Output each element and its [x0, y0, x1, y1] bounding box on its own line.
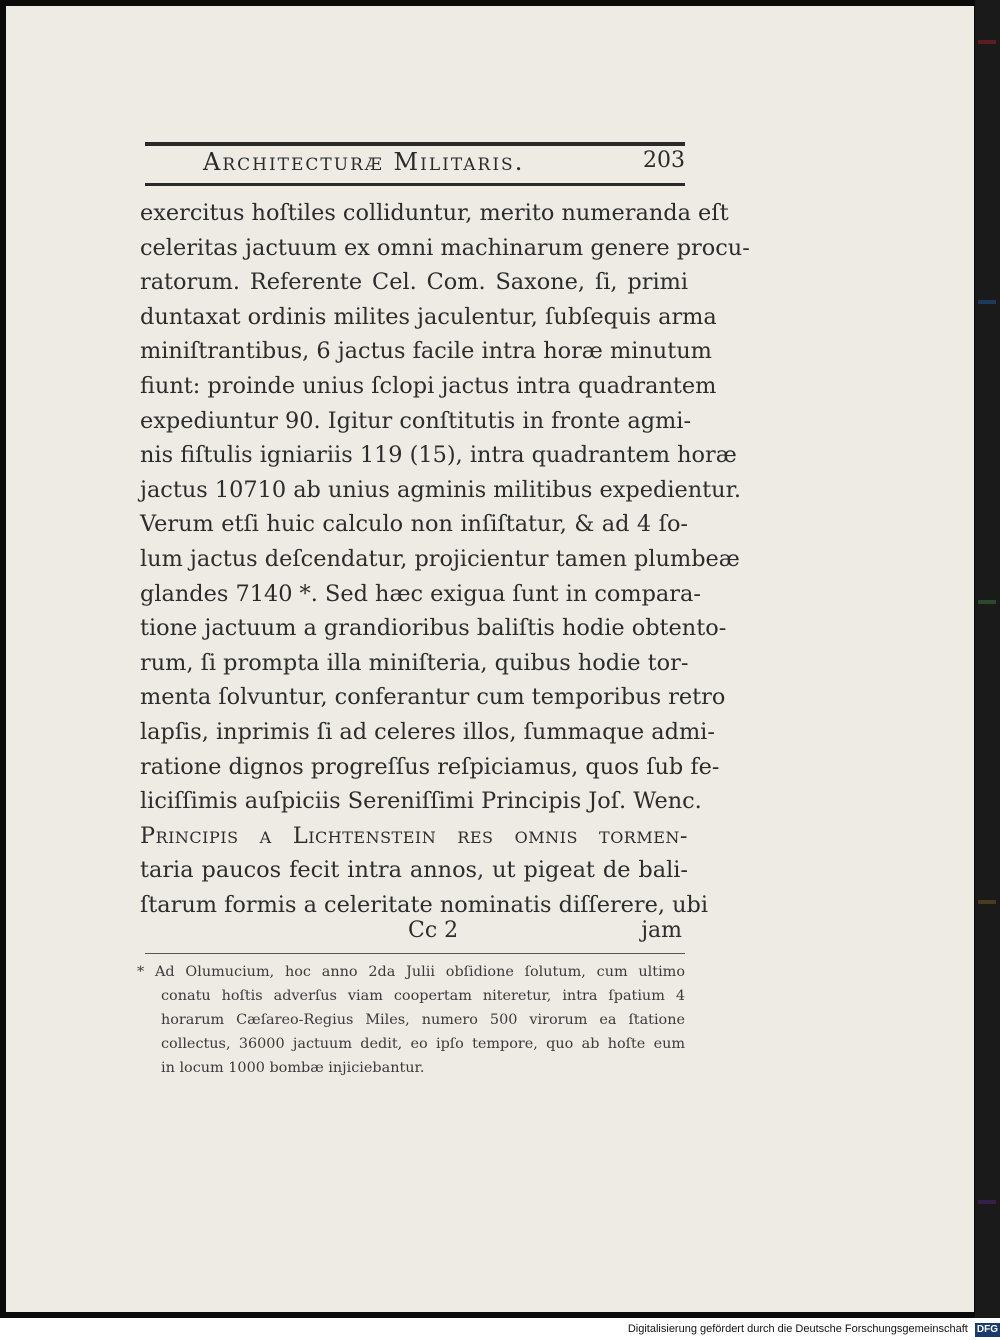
page-foot [140, 918, 688, 952]
text-line: celeritas jactuum ex omni machinarum genere procu- [140, 234, 750, 261]
text-line: Verum etſi huic calculo non inſiſtatur, & ad 4 ſo- [140, 511, 688, 538]
credit-text: Digitalisierung gefördert durch die Deutsche Forschungsgemeinschaft [627, 1323, 968, 1335]
page-number: 203 [643, 148, 685, 173]
text-line: menta ſolvuntur, conferantur cum temporibus retro [140, 684, 726, 711]
running-title: Architecturæ Militaris. [203, 148, 525, 176]
footnote-line: * Ad Olumucium, hoc anno 2da Julii obſidione ſolutum, cum ultimo [137, 964, 685, 980]
text-line: expediuntur 90. Igitur conſtitutis in fronte agmi- [140, 407, 692, 434]
text-line: duntaxat ordinis milites jaculentur, ſubſequis arma [140, 303, 717, 330]
footnote [137, 960, 685, 1080]
text-line: ſtarum formis a celeritate nominatis diſſerere, ubi [140, 891, 709, 918]
calibration-swatch [978, 1200, 996, 1204]
calibration-swatch [978, 40, 996, 44]
text-line: nis fiſtulis igniariis 119 (15), intra quadrantem horæ [140, 442, 737, 469]
text-line: jactus 10710 ab unius agminis militibus expedientur. [140, 476, 741, 503]
text-line: taria paucos fecit intra annos, ut pigeat de bali- [140, 857, 688, 884]
text-line: liciſſimis auſpiciis Sereniſſimi Principis Joſ. Wenc. [140, 788, 702, 815]
text-line: tione jactuum a grandioribus baliſtis hodie obtento- [140, 615, 727, 642]
calibration-swatch [978, 300, 996, 304]
calibration-swatch [978, 900, 996, 904]
footnote-line: in locum 1000 bombæ injiciebantur. [161, 1060, 425, 1076]
text-line: lum jactus deſcendatur, projicientur tamen plumbeæ [140, 545, 740, 572]
catchword: jam [641, 918, 682, 943]
header-bottom-rule [145, 183, 685, 186]
text-line: glandes 7140 *. Sed hæc exigua ſunt in compara- [140, 580, 701, 607]
text-line: lapſis, inprimis ſi ad celeres illos, ſummaque admi- [140, 718, 715, 745]
text-line: fiunt: proinde unius ſclopi jactus intra quadrantem [140, 372, 717, 399]
signature-mark: Cc 2 [408, 918, 459, 943]
footnote-line: collectus, 36000 jactuum dedit, eo ipſo tempore, quo ab hoſte eum [161, 1036, 685, 1052]
dfg-logo: DFG [976, 1324, 998, 1335]
footnote-line: horarum Cæſareo-Regius Miles, numero 500 virorum ea ſtatione [161, 1012, 685, 1028]
digitization-credit [610, 1320, 1000, 1338]
calibration-swatch [978, 600, 996, 604]
footnote-line: conatu hoſtis adverſus viam coopertam niteretur, intra ſpatium 4 [161, 988, 685, 1004]
body-text [140, 196, 750, 922]
header-top-rule [145, 142, 685, 146]
text-line: ratorum. Referente Cel. Com. Saxone, ſi, primi [140, 269, 688, 296]
text-line: rum, ſi prompta illa miniſteria, quibus hodie tor- [140, 649, 689, 676]
footnote-rule [145, 953, 685, 954]
text-line: miniſtrantibus, 6 jactus facile intra horæ minutum [140, 338, 712, 365]
running-header [145, 148, 685, 180]
text-line: Principis a Lichtenstein res omnis tormen- [140, 822, 688, 849]
text-line: ratione dignos progreſſus reſpiciamus, quos ſub fe- [140, 753, 720, 780]
color-calibration-strip [975, 0, 1000, 1318]
text-line: exercitus hoſtiles colliduntur, merito numeranda eſt [140, 200, 729, 226]
